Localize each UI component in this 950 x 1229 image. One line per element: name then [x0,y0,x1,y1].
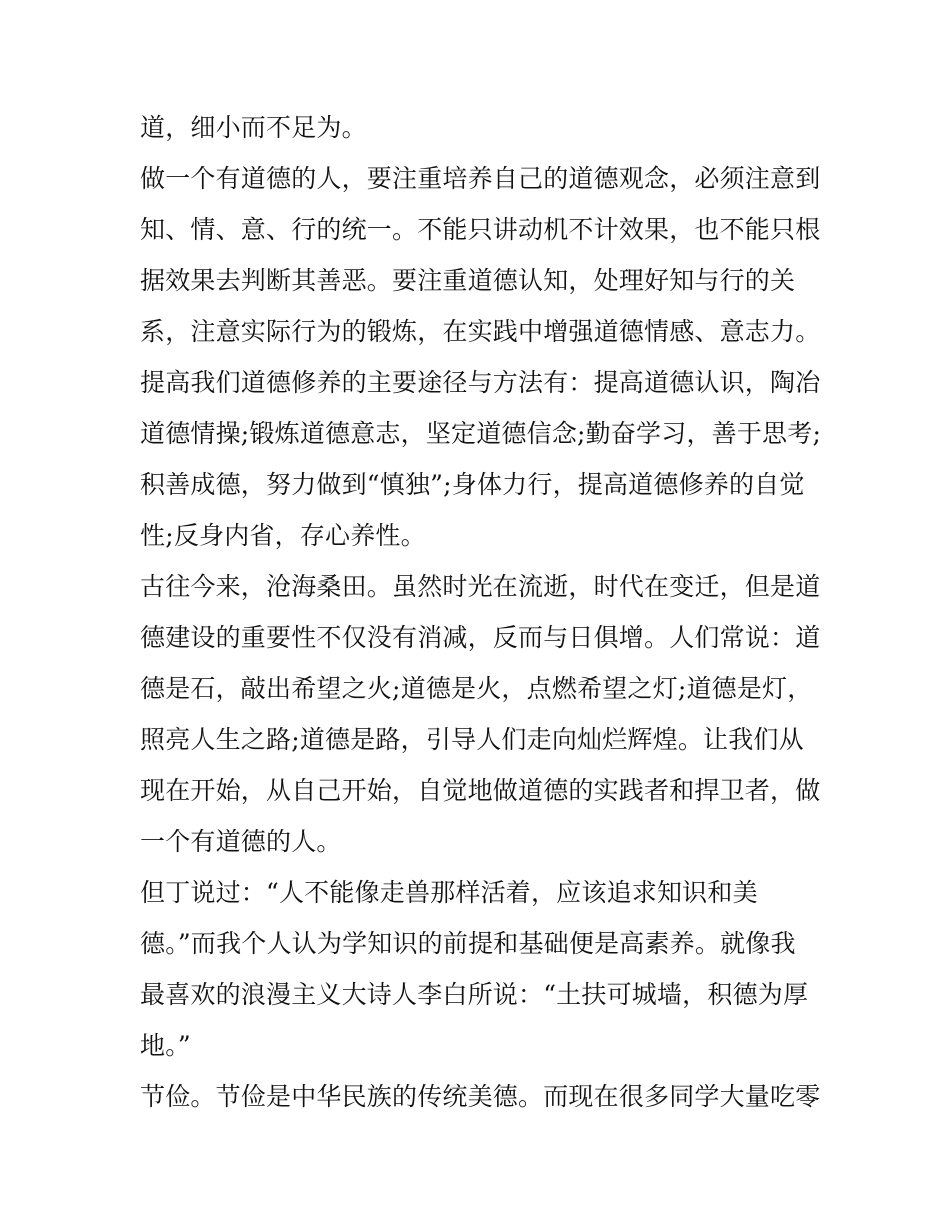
document-body [140,102,822,1122]
text-line: 德建设的重要性不仅没有消减，反而与日俱增。人们常说：道 [140,623,821,652]
text-line: 道，细小而不足为。 [140,113,367,142]
text-line: 积善成德，努力做到“慎独”;身体力行，提高道德修养的自觉 [140,470,805,499]
text-line: 据效果去判断其善恶。要注重道德认知，处理好知与行的关 [140,266,796,295]
text-line: 知、情、意、行的统一。不能只讲动机不计效果，也不能只根 [140,215,821,244]
text-line: 道德情操;锻炼道德意志，坚定道德信念;勤奋学习，善于思考; [140,419,822,448]
text-line: 节俭。节俭是中华民族的传统美德。而现在很多同学大量吃零 [140,1082,821,1111]
text-line: 一个有道德的人。 [140,827,342,856]
text-line: 地。” [140,1031,191,1060]
text-line: 照亮人生之路;道德是路，引导人们走向灿烂辉煌。让我们从 [140,725,804,754]
text-line: 系，注意实际行为的锻炼，在实践中增强道德情感、意志力。 [140,317,821,346]
text-line: 德。”而我个人认为学知识的前提和基础便是高素养。就像我 [140,929,796,958]
text-line: 提高我们道德修养的主要途径与方法有：提高道德认识，陶冶 [140,368,821,397]
text-line: 现在开始，从自己开始，自觉地做道德的实践者和捍卫者，做 [140,776,821,805]
text-line: 但丁说过：“人不能像走兽那样活着，应该追求知识和美 [140,878,758,907]
text-line: 最喜欢的浪漫主义大诗人李白所说：“土扶可城墙，积德为厚 [140,980,809,1009]
text-line: 德是石，敲出希望之火;道德是火，点燃希望之灯;道德是灯， [140,674,813,703]
text-line: 古往今来，沧海桑田。虽然时光在流逝，时代在变迁，但是道 [140,572,821,601]
text-line: 性;反身内省，存心养性。 [140,521,426,550]
text-line: 做一个有道德的人，要注重培养自己的道德观念，必须注意到 [140,164,821,193]
